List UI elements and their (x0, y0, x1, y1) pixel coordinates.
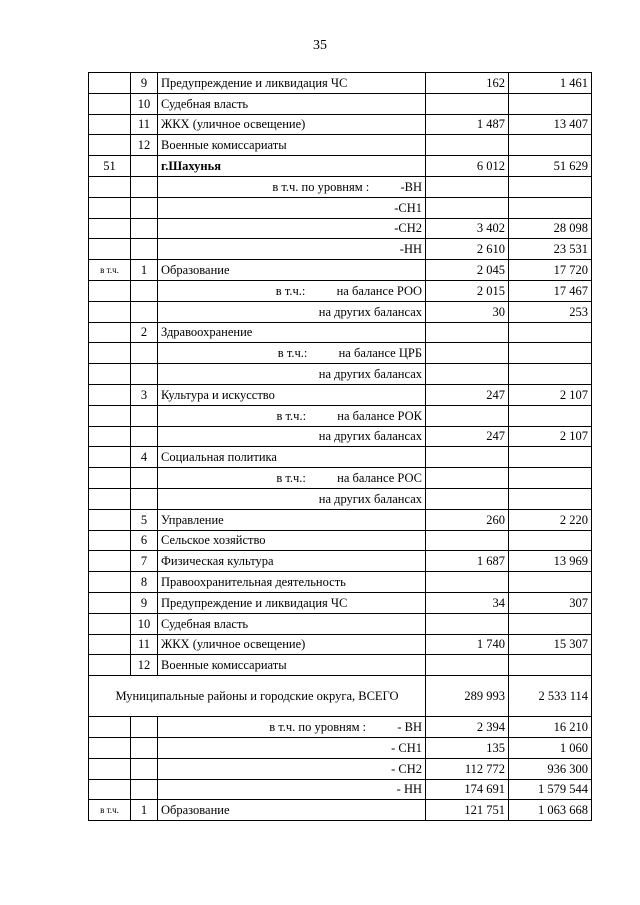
value-cell-2: 13 969 (509, 551, 592, 572)
value-cell-1: 1 487 (426, 114, 509, 135)
table-row (89, 800, 592, 821)
name-cell: Сельское хозяйство (158, 530, 426, 551)
value-cell-2 (509, 176, 592, 197)
value-cell-2: 28 098 (509, 218, 592, 239)
value-cell-1: 174 691 (426, 779, 509, 800)
table-row (89, 426, 592, 447)
table-row (89, 260, 592, 281)
value-cell-2 (509, 655, 592, 676)
number-cell: 8 (131, 572, 158, 593)
value-cell-2: 23 531 (509, 239, 592, 260)
name-cell: - СН2 (158, 758, 426, 779)
value-cell-2 (509, 343, 592, 364)
name-cell: -СН2 (158, 218, 426, 239)
table-row (89, 93, 592, 114)
value-cell-1: 34 (426, 592, 509, 613)
number-cell: 10 (131, 93, 158, 114)
value-cell-1 (426, 364, 509, 385)
number-cell (131, 717, 158, 738)
number-cell (131, 197, 158, 218)
value-cell-1: 289 993 (426, 676, 509, 717)
table-row (89, 717, 592, 738)
name-cell: Военные комиссариаты (158, 135, 426, 156)
value-cell-2: 2 107 (509, 426, 592, 447)
code-cell (89, 280, 131, 301)
name-cell: на других балансах (158, 301, 426, 322)
code-cell (89, 530, 131, 551)
value-cell-2 (509, 405, 592, 426)
value-cell-1 (426, 447, 509, 468)
number-cell (131, 239, 158, 260)
table-row (89, 509, 592, 530)
value-cell-1 (426, 197, 509, 218)
code-cell (89, 634, 131, 655)
value-cell-2 (509, 93, 592, 114)
number-cell: 1 (131, 800, 158, 821)
value-cell-1 (426, 655, 509, 676)
name-cell: Предупреждение и ликвидация ЧС (158, 73, 426, 94)
code-cell (89, 655, 131, 676)
name-cell: г.Шахунья (158, 156, 426, 177)
value-cell-1: 2 610 (426, 239, 509, 260)
table-row (89, 301, 592, 322)
value-cell-1 (426, 530, 509, 551)
table-row (89, 551, 592, 572)
number-cell: 7 (131, 551, 158, 572)
number-cell (131, 343, 158, 364)
value-cell-2: 17 720 (509, 260, 592, 281)
value-cell-1 (426, 135, 509, 156)
value-cell-1 (426, 322, 509, 343)
name-cell: Предупреждение и ликвидация ЧС (158, 592, 426, 613)
number-cell: 11 (131, 114, 158, 135)
code-cell (89, 73, 131, 94)
value-cell-1: 121 751 (426, 800, 509, 821)
name-cell: на других балансах (158, 426, 426, 447)
number-cell (131, 405, 158, 426)
value-cell-2: 17 467 (509, 280, 592, 301)
name-cell: Культура и искусство (158, 384, 426, 405)
code-cell (89, 301, 131, 322)
value-cell-2: 1 579 544 (509, 779, 592, 800)
total-label-cell: Муниципальные районы и городские округа, ВСЕГО (89, 676, 426, 717)
table-row (89, 405, 592, 426)
name-cell: - НН (158, 779, 426, 800)
value-cell-2 (509, 322, 592, 343)
code-cell (89, 572, 131, 593)
table-row (89, 634, 592, 655)
value-cell-1: 247 (426, 384, 509, 405)
value-cell-2 (509, 447, 592, 468)
table-row (89, 343, 592, 364)
value-cell-2: 51 629 (509, 156, 592, 177)
value-cell-2: 2 533 114 (509, 676, 592, 717)
code-cell (89, 758, 131, 779)
value-cell-1: 135 (426, 737, 509, 758)
code-cell (89, 447, 131, 468)
value-cell-1: 1 740 (426, 634, 509, 655)
name-cell: в т.ч.: на балансе РОО (158, 280, 426, 301)
name-cell: в т.ч.: на балансе РОС (158, 468, 426, 489)
code-cell (89, 468, 131, 489)
number-cell (131, 779, 158, 800)
value-cell-1: 162 (426, 73, 509, 94)
number-cell: 6 (131, 530, 158, 551)
name-cell: на других балансах (158, 364, 426, 385)
value-cell-2 (509, 530, 592, 551)
code-cell (89, 343, 131, 364)
name-cell: Правоохранительная деятельность (158, 572, 426, 593)
name-cell: в т.ч. по уровням : -ВН (158, 176, 426, 197)
name-cell: Здравоохранение (158, 322, 426, 343)
value-cell-2: 2 220 (509, 509, 592, 530)
code-cell: в т.ч. (89, 800, 131, 821)
table-row (89, 655, 592, 676)
table-row (89, 114, 592, 135)
value-cell-1: 2 045 (426, 260, 509, 281)
code-cell (89, 176, 131, 197)
number-cell: 10 (131, 613, 158, 634)
value-cell-2 (509, 135, 592, 156)
code-cell: в т.ч. (89, 260, 131, 281)
code-cell (89, 114, 131, 135)
table-row (89, 280, 592, 301)
value-cell-1: 6 012 (426, 156, 509, 177)
number-cell (131, 280, 158, 301)
code-cell (89, 384, 131, 405)
code-cell (89, 613, 131, 634)
value-cell-2 (509, 613, 592, 634)
table-row (89, 156, 592, 177)
code-cell (89, 405, 131, 426)
name-cell: Образование (158, 260, 426, 281)
number-cell: 3 (131, 384, 158, 405)
value-cell-2 (509, 468, 592, 489)
value-cell-2: 2 107 (509, 384, 592, 405)
number-cell: 12 (131, 655, 158, 676)
number-cell (131, 176, 158, 197)
code-cell (89, 426, 131, 447)
table-row (89, 572, 592, 593)
name-cell: в т.ч. по уровням : - ВН (158, 717, 426, 738)
table-row (89, 197, 592, 218)
value-cell-1: 30 (426, 301, 509, 322)
table-row (89, 239, 592, 260)
value-cell-1 (426, 613, 509, 634)
number-cell: 2 (131, 322, 158, 343)
value-cell-1: 260 (426, 509, 509, 530)
name-cell: -СН1 (158, 197, 426, 218)
value-cell-2: 1 063 668 (509, 800, 592, 821)
table-row (89, 176, 592, 197)
number-cell (131, 758, 158, 779)
value-cell-2 (509, 364, 592, 385)
code-cell (89, 322, 131, 343)
value-cell-1: 3 402 (426, 218, 509, 239)
table-row (89, 758, 592, 779)
number-cell (131, 301, 158, 322)
value-cell-2: 936 300 (509, 758, 592, 779)
value-cell-2 (509, 572, 592, 593)
table-row (89, 384, 592, 405)
table-row (89, 488, 592, 509)
value-cell-1 (426, 468, 509, 489)
table-body (89, 73, 592, 821)
code-cell (89, 737, 131, 758)
code-cell (89, 364, 131, 385)
value-cell-1: 247 (426, 426, 509, 447)
code-cell (89, 239, 131, 260)
value-cell-1 (426, 343, 509, 364)
table-row (89, 73, 592, 94)
value-cell-1: 112 772 (426, 758, 509, 779)
code-cell (89, 551, 131, 572)
code-cell (89, 488, 131, 509)
number-cell (131, 364, 158, 385)
code-cell (89, 93, 131, 114)
value-cell-1 (426, 488, 509, 509)
value-cell-1 (426, 572, 509, 593)
data-table (88, 72, 592, 821)
value-cell-1: 2 015 (426, 280, 509, 301)
name-cell: - СН1 (158, 737, 426, 758)
name-cell: ЖКХ (уличное освещение) (158, 114, 426, 135)
name-cell: Физическая культура (158, 551, 426, 572)
number-cell: 5 (131, 509, 158, 530)
number-cell (131, 426, 158, 447)
number-cell: 9 (131, 73, 158, 94)
code-cell (89, 509, 131, 530)
page-number: 35 (313, 38, 327, 53)
value-cell-2: 16 210 (509, 717, 592, 738)
value-cell-2: 15 307 (509, 634, 592, 655)
name-cell: ЖКХ (уличное освещение) (158, 634, 426, 655)
table-row (89, 135, 592, 156)
table-row (89, 322, 592, 343)
table-row (89, 218, 592, 239)
value-cell-2 (509, 197, 592, 218)
name-cell: Социальная политика (158, 447, 426, 468)
code-cell: 51 (89, 156, 131, 177)
value-cell-2: 1 060 (509, 737, 592, 758)
name-cell: -НН (158, 239, 426, 260)
number-cell (131, 156, 158, 177)
value-cell-2: 1 461 (509, 73, 592, 94)
table-row (89, 737, 592, 758)
code-cell (89, 717, 131, 738)
number-cell: 12 (131, 135, 158, 156)
value-cell-2: 13 407 (509, 114, 592, 135)
table-row (89, 468, 592, 489)
number-cell (131, 468, 158, 489)
number-cell (131, 737, 158, 758)
number-cell: 11 (131, 634, 158, 655)
value-cell-1 (426, 176, 509, 197)
table-row (89, 779, 592, 800)
table-row (89, 613, 592, 634)
table-row (89, 364, 592, 385)
value-cell-1 (426, 405, 509, 426)
code-cell (89, 779, 131, 800)
name-cell: Судебная власть (158, 613, 426, 634)
number-cell: 1 (131, 260, 158, 281)
name-cell: на других балансах (158, 488, 426, 509)
number-cell (131, 488, 158, 509)
table-row (89, 676, 592, 717)
code-cell (89, 218, 131, 239)
value-cell-2: 253 (509, 301, 592, 322)
table-row (89, 530, 592, 551)
code-cell (89, 592, 131, 613)
value-cell-1 (426, 93, 509, 114)
number-cell (131, 218, 158, 239)
name-cell: Военные комиссариаты (158, 655, 426, 676)
code-cell (89, 135, 131, 156)
code-cell (89, 197, 131, 218)
value-cell-1: 1 687 (426, 551, 509, 572)
value-cell-2 (509, 488, 592, 509)
number-cell: 9 (131, 592, 158, 613)
name-cell: в т.ч.: на балансе ЦРБ (158, 343, 426, 364)
table-row (89, 447, 592, 468)
number-cell: 4 (131, 447, 158, 468)
table-row (89, 592, 592, 613)
name-cell: Управление (158, 509, 426, 530)
value-cell-2: 307 (509, 592, 592, 613)
name-cell: Судебная власть (158, 93, 426, 114)
value-cell-1: 2 394 (426, 717, 509, 738)
name-cell: в т.ч.: на балансе РОК (158, 405, 426, 426)
name-cell: Образование (158, 800, 426, 821)
